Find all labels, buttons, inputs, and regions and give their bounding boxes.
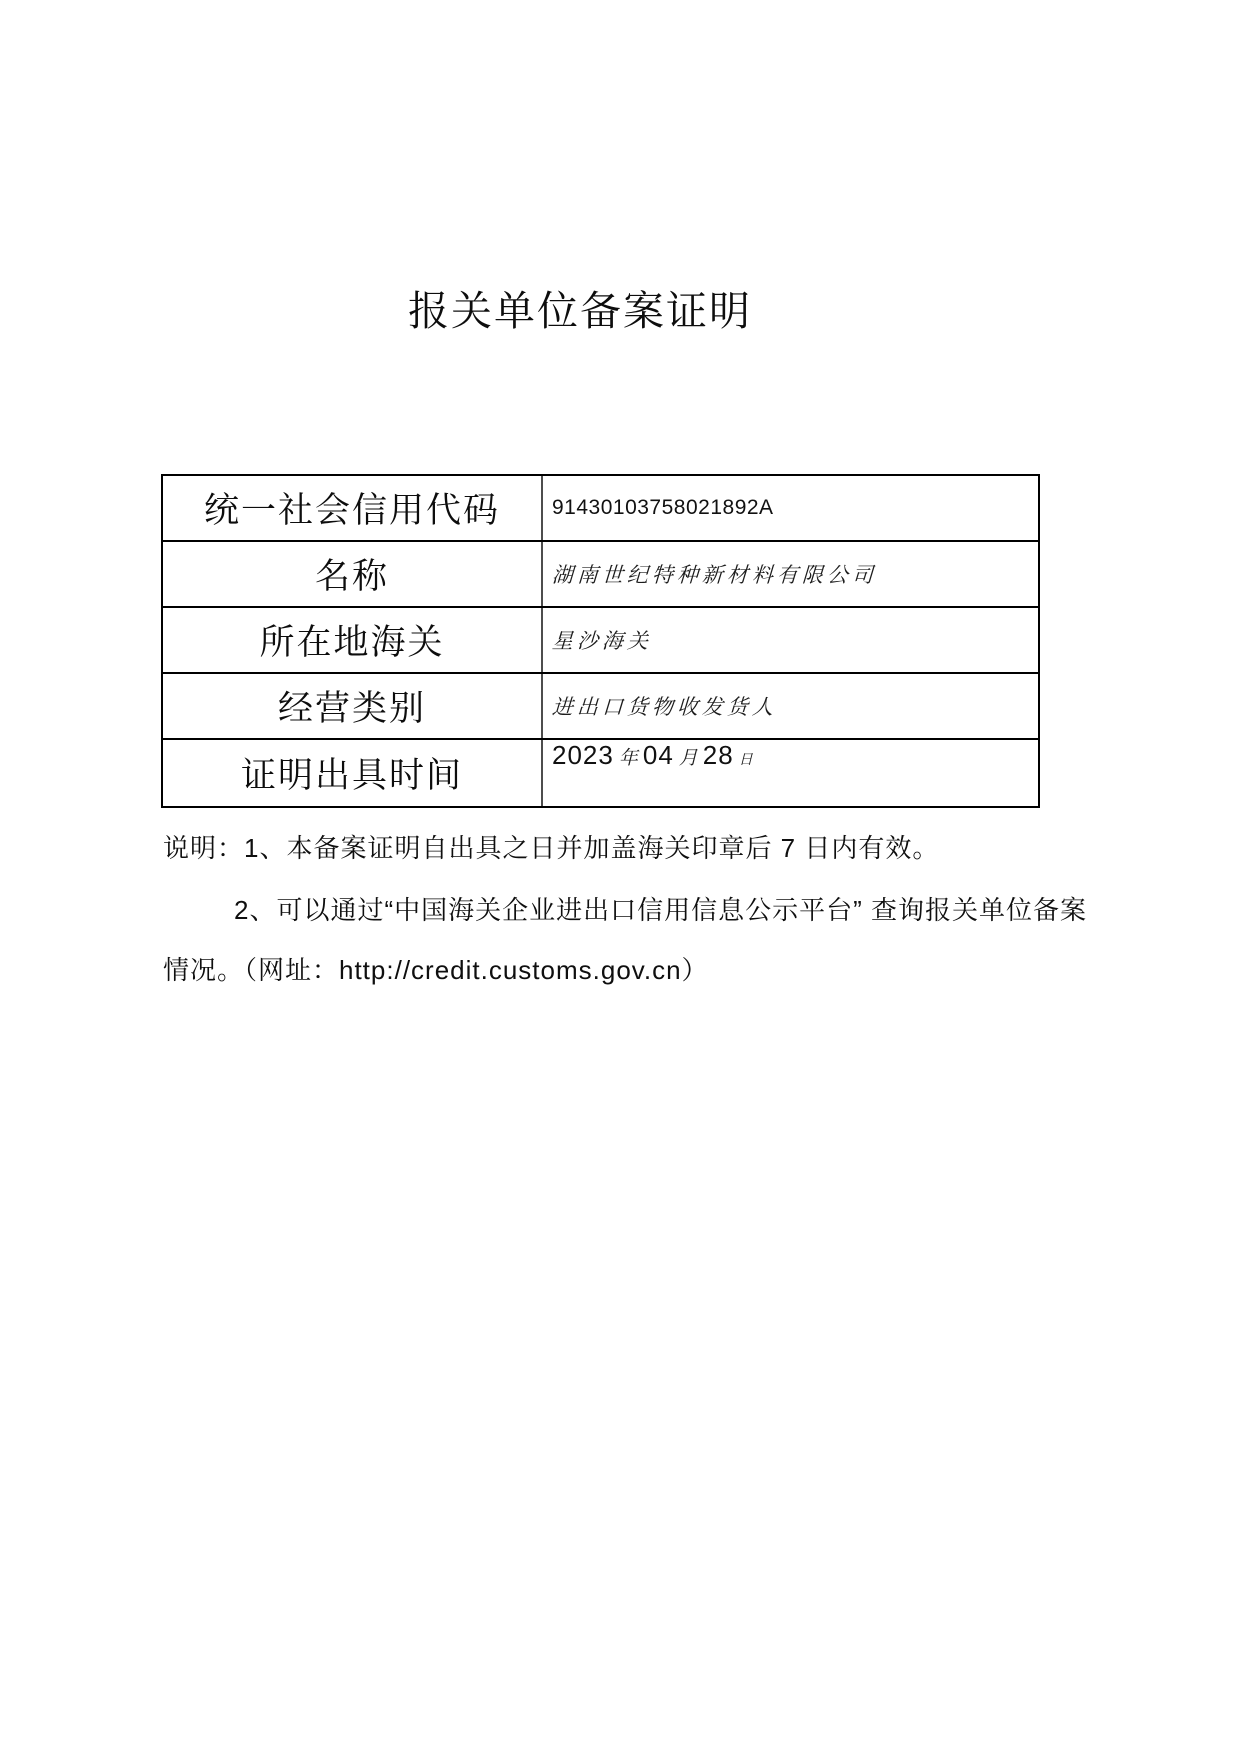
row-label-customs-location: 所在地海关 xyxy=(163,608,543,672)
table-row-company-name xyxy=(163,542,1038,608)
note-line-3-url: 情况。（网址：http://credit.customs.gov.cn） xyxy=(163,955,709,985)
issue-date-year-unit: 年 xyxy=(618,748,638,769)
customs-location-handwritten-value: 星沙海关 xyxy=(551,630,653,653)
issue-date-month-unit: 月 xyxy=(678,748,698,769)
row-label-company-name: 名称 xyxy=(163,542,543,606)
row-value-cell xyxy=(543,476,1038,540)
issue-date-day-unit: 日 xyxy=(738,751,753,767)
issue-date-year: 2023 xyxy=(552,740,614,770)
credit-code-value: 91430103758021892A xyxy=(552,496,774,519)
row-value-cell xyxy=(543,608,1038,672)
row-value-cell xyxy=(543,740,1038,806)
row-value-cell xyxy=(543,542,1038,606)
business-category-handwritten-value: 进出口货物收发货人 xyxy=(551,696,778,719)
table-row-credit-code xyxy=(163,476,1038,542)
row-value-cell xyxy=(543,674,1038,738)
note-line-1: 说明：1、本备案证明自出具之日并加盖海关印章后 7 日内有效。 xyxy=(163,833,940,863)
table-row-customs-location xyxy=(163,608,1038,674)
issue-date-day: 28 xyxy=(702,740,734,770)
issue-date-month: 04 xyxy=(642,740,674,770)
table-row-issue-date xyxy=(163,740,1038,806)
company-name-handwritten-value: 湖南世纪特种新材料有限公司 xyxy=(551,564,878,587)
row-label-credit-code: 统一社会信用代码 xyxy=(163,476,543,540)
registration-table xyxy=(161,474,1040,808)
row-label-business-category: 经营类别 xyxy=(163,674,543,738)
note-line-2: 2、可以通过“中国海关企业进出口信用信息公示平台” 查询报关单位备案 xyxy=(234,895,1088,925)
row-label-issue-date: 证明出具时间 xyxy=(163,740,543,806)
table-row-business-category xyxy=(163,674,1038,740)
page-title: 报关单位备案证明 xyxy=(408,288,752,334)
